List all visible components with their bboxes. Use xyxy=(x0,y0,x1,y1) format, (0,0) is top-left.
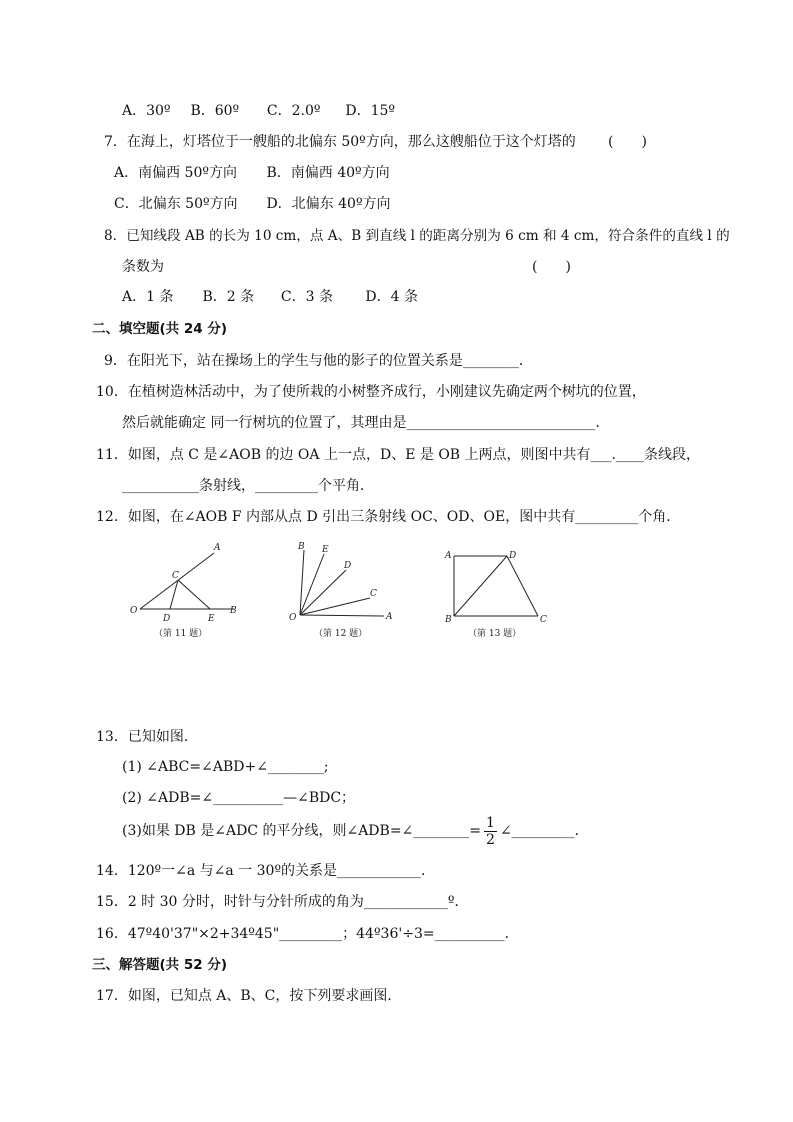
q8-option-b: B．2 条 xyxy=(202,289,255,305)
q7-options-row2 xyxy=(114,195,391,213)
segment-cd xyxy=(170,580,178,609)
q11-line1: 11．如图，点 C 是∠AOB 的边 OA 上一点，D、E 是 OB 上两点，则图中共有___.____条线段， xyxy=(96,447,700,463)
q8-stem-line2: 条数为 xyxy=(122,259,164,275)
q13-part3 xyxy=(122,814,589,848)
fraction-denominator: 2 xyxy=(486,831,495,848)
figure-q12 xyxy=(286,540,406,645)
q13-part3-suffix: ∠_________． xyxy=(499,823,589,839)
q7-option-b: B．南偏西 40º方向 xyxy=(266,165,390,181)
q6-option-d: D．15º xyxy=(345,103,395,119)
fig13-label-c: C xyxy=(540,615,547,625)
fig12-label-d: D xyxy=(344,561,352,571)
q7-option-a: A．南偏西 50º方向 xyxy=(114,165,237,181)
q11-line2: ___________条射线，_________个平角． xyxy=(122,478,374,494)
q7-options-row1 xyxy=(114,164,390,182)
q13-stem: 13．已知如图． xyxy=(96,729,198,745)
q9-text: 9．在阳光下，站在操场上的学生与他的影子的位置关系是________． xyxy=(104,353,533,369)
ray-od xyxy=(300,570,346,615)
ray-oc xyxy=(300,598,370,615)
fig11-label-b: B xyxy=(230,606,237,616)
q8-paren: ( ) xyxy=(532,259,571,275)
fig13-label-a: A xyxy=(445,551,452,561)
fig12-label-c: C xyxy=(370,589,377,599)
q12-text: 12．如图，在∠AOB F 内部从点 D 引出三条射线 OC、OD、OE，图中共有_________个角． xyxy=(96,509,681,525)
q6-option-a: A．30º xyxy=(122,103,171,119)
ray-oa xyxy=(140,553,214,609)
ray-oa xyxy=(300,615,384,616)
fig13-label-d: D xyxy=(509,551,517,561)
q8-option-c: C．3 条 xyxy=(280,289,333,305)
q10-line2: 然后就能确定 同一行树坑的位置了，其理由是___________________________． xyxy=(122,415,610,431)
segment-dc xyxy=(507,556,538,616)
figure-q13 xyxy=(440,540,560,645)
q7-paren: ( ) xyxy=(608,134,647,150)
q16-text: 16．47º40'37"×2+34º45"_________；44º36'÷3=__________． xyxy=(96,926,519,942)
fig11-label-c: C xyxy=(172,571,179,581)
fig12-label-b: B xyxy=(298,542,305,552)
section-solutions-title: 三、解答题(共 52 分) xyxy=(92,957,228,973)
fig12-label-e: E xyxy=(322,545,329,555)
q7-option-d: D．北偏东 40º方向 xyxy=(266,196,391,212)
fraction-numerator: 1 xyxy=(486,814,495,831)
q17-text: 17．如图，已知点 A、B、C，按下列要求画图． xyxy=(96,988,402,1004)
section-fill-in-title: 二、填空题(共 24 分) xyxy=(92,321,228,337)
q8-stem: 8．已知线段 AB 的长为 10 cm，点 A、B 到直线 l 的距离分别为 6 cm 和 4 cm，符合条件的直线 l 的 xyxy=(104,228,730,244)
q15-text: 15．2 时 30 分时，时针与分针所成的角为____________º． xyxy=(96,894,469,910)
q13-part1: (1) ∠ABC=∠ABD+∠________; xyxy=(122,759,329,775)
q13-part2: (2) ∠ADB=∠__________—∠BDC； xyxy=(122,790,356,806)
q6-options xyxy=(122,102,395,120)
q6-option-c: C．2.0º xyxy=(266,103,321,119)
q14-text: 14．120º一∠a 与∠a 一 30º的关系是____________． xyxy=(96,863,436,879)
fig11-label-e: E xyxy=(208,614,215,624)
segment-db xyxy=(454,556,507,616)
fig13-caption: （第 13 题） xyxy=(468,629,522,639)
fig11-label-o: O xyxy=(130,606,138,616)
fig13-label-b: B xyxy=(445,615,452,625)
fig11-label-d: D xyxy=(163,614,171,624)
q13-part3-prefix: (3)如果 DB 是∠ADC 的平分线，则∠ADB=∠________= xyxy=(122,823,482,839)
fig12-caption: （第 12 题） xyxy=(314,629,368,639)
fig12-label-a: A xyxy=(386,612,393,622)
fraction-one-half xyxy=(484,815,497,848)
fig12-label-o: O xyxy=(289,613,297,623)
segment-ce xyxy=(178,580,210,609)
fig11-caption: （第 11 题） xyxy=(154,629,208,639)
q7-option-c: C．北偏东 50º方向 xyxy=(114,196,238,212)
q6-option-b: B．60º xyxy=(190,103,240,119)
q8-options xyxy=(122,288,418,306)
q8-option-a: A．1 条 xyxy=(122,289,174,305)
fig11-label-a: A xyxy=(214,543,221,553)
q7-stem: 7．在海上，灯塔位于一艘船的北偏东 50º方向，那么这艘船位于这个灯塔的 xyxy=(104,134,576,150)
q8-option-d: D．4 条 xyxy=(365,289,418,305)
q10-line1: 10．在植树造林活动中，为了使所栽的小树整齐成行，小刚建议先确定两个树坑的位置， xyxy=(96,384,646,400)
figure-q11 xyxy=(126,540,256,645)
